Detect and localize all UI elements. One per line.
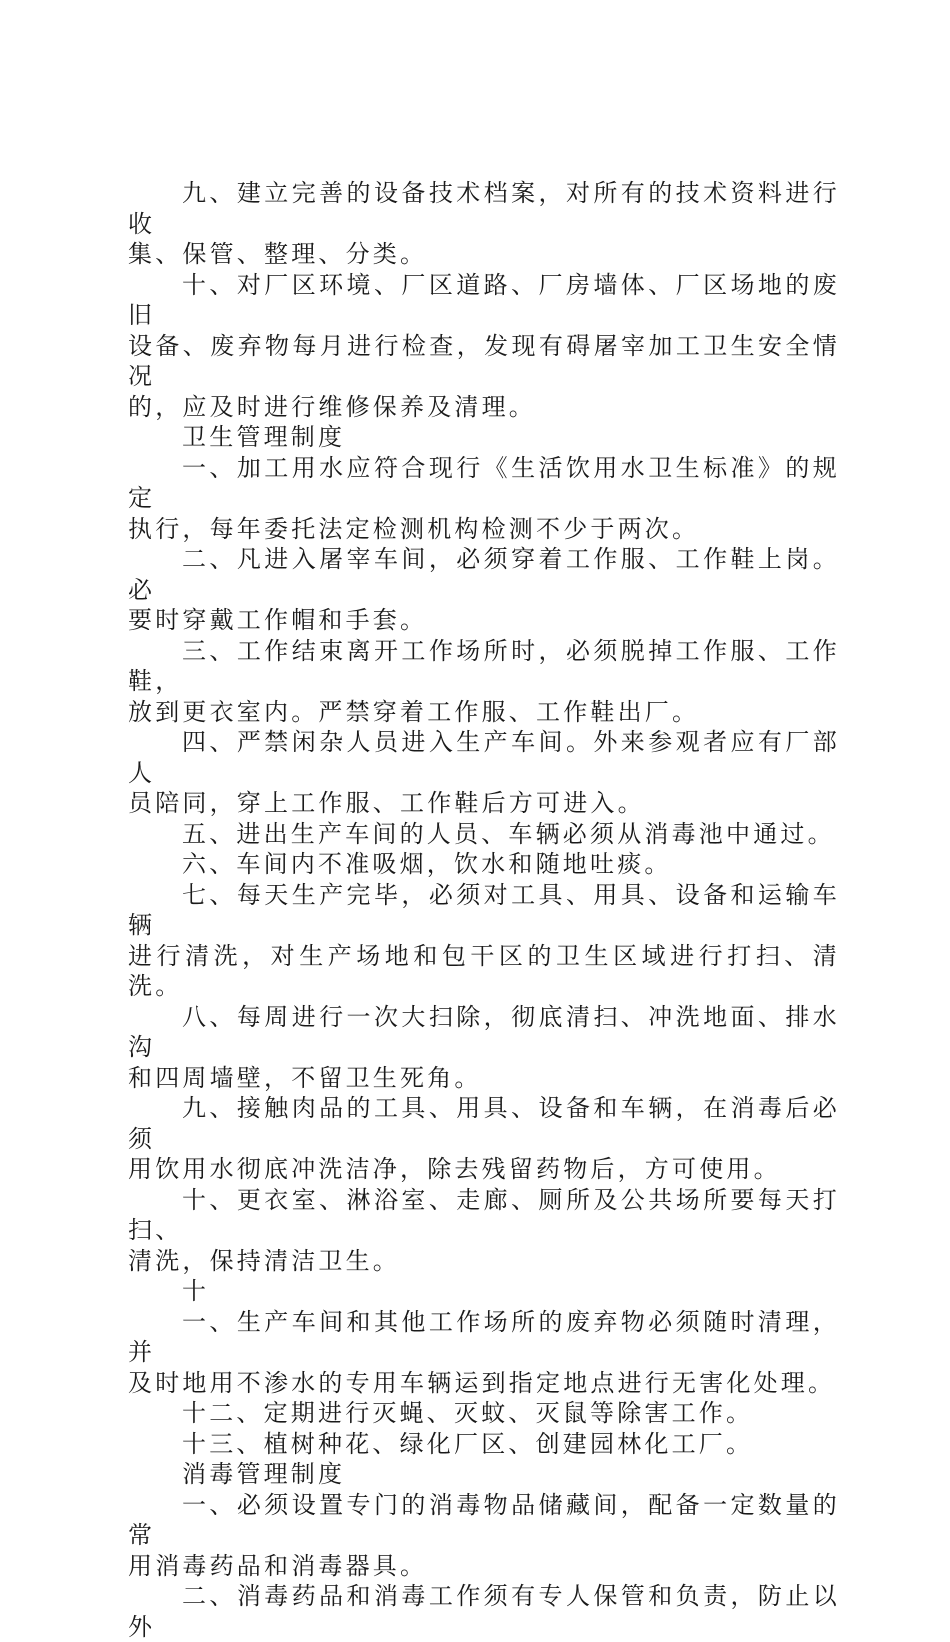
text-line: 及时地用不渗水的专用车辆运到指定地点进行无害化处理。 [128, 1368, 836, 1397]
paragraph [128, 1307, 840, 1399]
paragraph [128, 727, 840, 819]
text-line: 用消毒药品和消毒器具。 [128, 1551, 428, 1580]
text-line: 四、严禁闲杂人员进入生产车间。外来参观者应有厂部人 [128, 728, 840, 787]
text-line: 一、必须设置专门的消毒物品储藏间，配备一定数量的常 [128, 1490, 840, 1549]
text-line: 和四周墙壁，不留卫生死角。 [128, 1063, 482, 1092]
text-line: 九、接触肉品的工具、用具、设备和车辆，在消毒后必须 [128, 1094, 840, 1153]
paragraph [128, 1002, 840, 1094]
paragraph [128, 1490, 840, 1582]
paragraph [128, 880, 840, 1002]
text-line: 卫生管理制度 [182, 423, 346, 451]
text-line: 九、建立完善的设备技术档案，对所有的技术资料进行收 [128, 179, 840, 238]
text-line: 放到更衣室内。严禁穿着工作服、工作鞋出厂。 [128, 697, 700, 726]
paragraph [128, 544, 840, 636]
text-line: 十 [182, 1277, 210, 1305]
paragraph [128, 849, 840, 880]
text-line: 进行清洗，对生产场地和包干区的卫生区域进行打扫、清洗。 [128, 941, 840, 1000]
text-line: 七、每天生产完毕，必须对工具、用具、设备和运输车辆 [128, 880, 840, 939]
text-line: 员陪同，穿上工作服、工作鞋后方可进入。 [128, 789, 645, 817]
text-line: 清洗，保持清洁卫生。 [128, 1246, 400, 1275]
text-line: 要时穿戴工作帽和手套。 [128, 606, 428, 634]
text-line: 执行，每年委托法定检测机构检测不少于两次。 [128, 514, 700, 543]
text-line: 十三、植树种花、绿化厂区、创建园林化工厂。 [182, 1429, 754, 1458]
text-line: 的，应及时进行维修保养及清理。 [128, 392, 536, 421]
text-line: 三、工作结束离开工作场所时，必须脱掉工作服、工作鞋， [128, 636, 840, 695]
text-line: 设备、废弃物每月进行检查，发现有碍屠宰加工卫生安全情况 [128, 331, 840, 390]
paragraph [128, 1276, 840, 1307]
text-line: 一、生产车间和其他工作场所的废弃物必须随时清理，并 [128, 1307, 840, 1366]
paragraph [128, 1185, 840, 1277]
text-line: 十、对厂区环境、厂区道路、厂房墙体、厂区场地的废旧 [128, 270, 840, 329]
section-heading [128, 422, 840, 453]
paragraph [128, 1581, 840, 1642]
text-line: 集、保管、整理、分类。 [128, 240, 428, 268]
text-line: 二、凡进入屠宰车间，必须穿着工作服、工作鞋上岗。必 [128, 545, 840, 604]
text-line: 二、消毒药品和消毒工作须有专人保管和负责，防止以外 [128, 1582, 840, 1641]
section-heading [128, 1459, 840, 1490]
paragraph [128, 1093, 840, 1185]
text-line: 用饮用水彻底冲洗洁净，除去残留药物后，方可使用。 [128, 1155, 781, 1183]
paragraph [128, 636, 840, 728]
paragraph [128, 270, 840, 423]
text-line: 八、每周进行一次大扫除，彻底清扫、冲洗地面、排水沟 [128, 1002, 840, 1061]
text-line: 一、加工用水应符合现行《生活饮用水卫生标准》的规定 [128, 453, 840, 512]
text-line: 十、更衣室、淋浴室、走廊、厕所及公共场所要每天打扫、 [128, 1185, 840, 1244]
text-line: 五、进出生产车间的人员、车辆必须从消毒池中通过。 [182, 819, 835, 848]
text-line: 十二、定期进行灭蝇、灭蚊、灭鼠等除害工作。 [182, 1399, 754, 1427]
text-line: 消毒管理制度 [182, 1460, 346, 1488]
paragraph [128, 1398, 840, 1429]
paragraph [128, 1429, 840, 1460]
paragraph [128, 819, 840, 850]
document-body [128, 178, 840, 1642]
paragraph [128, 453, 840, 545]
text-line: 六、车间内不准吸烟，饮水和随地吐痰。 [182, 850, 672, 878]
paragraph [128, 178, 840, 270]
